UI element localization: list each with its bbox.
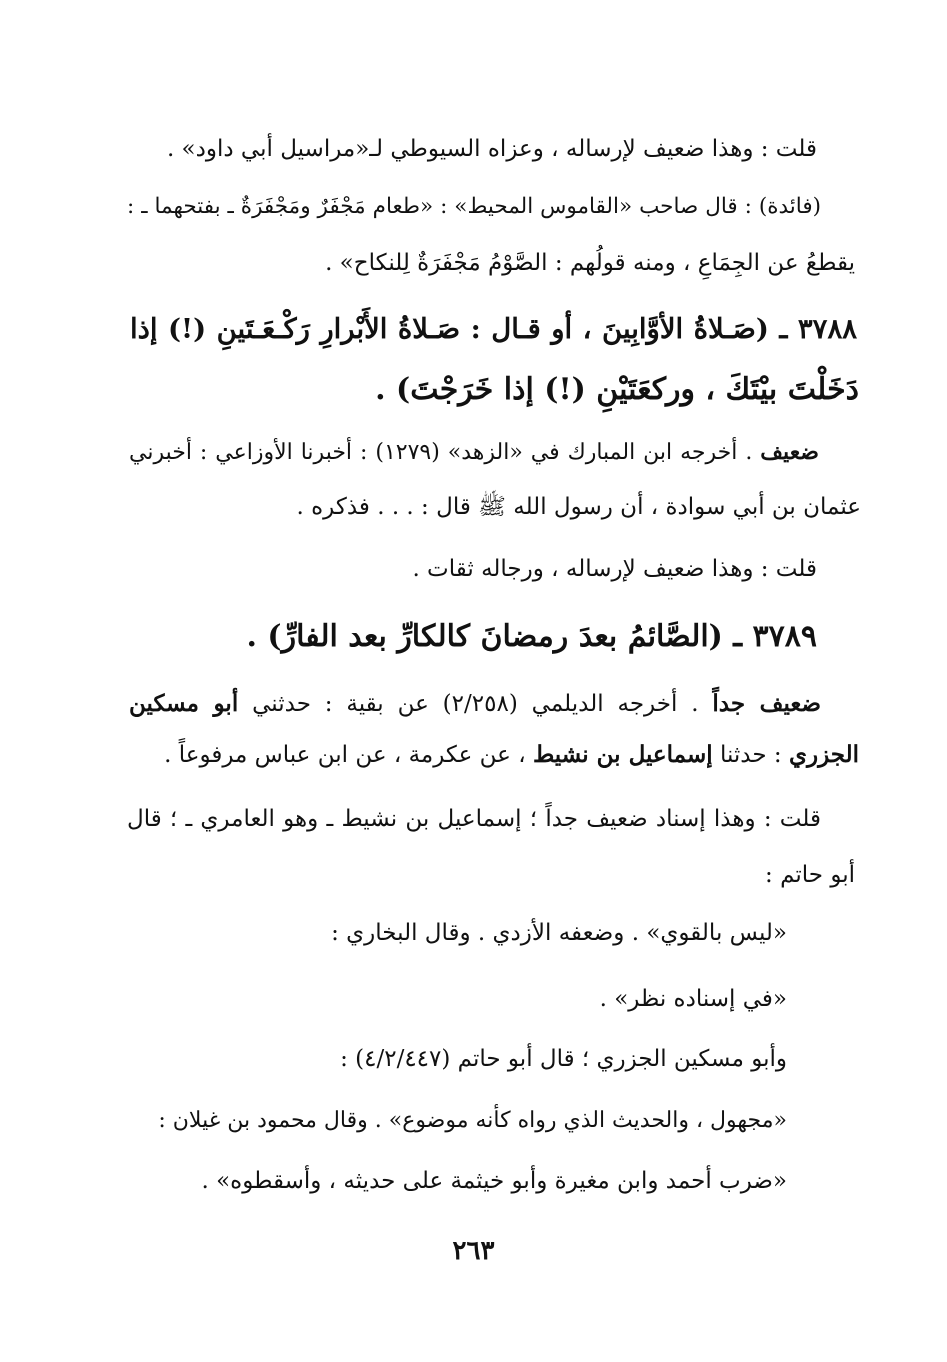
text: قلت : وهذا إسناد ضعيف جداً ؛ إسماعيل بن نشيط ـ وهو العامري ـ ؛ قال xyxy=(127,806,821,832)
text-line xyxy=(127,196,821,218)
text-line xyxy=(125,743,859,767)
text: يقطعُ عن الجِمَاعِ ، ومنه قولُهم : الصَّوْمُ مَجْفَرَةٌ لِلنكاح» . xyxy=(325,250,855,276)
text-line xyxy=(125,496,861,519)
text-line xyxy=(167,1048,787,1071)
hadith-heading xyxy=(130,313,857,345)
text-line xyxy=(129,692,821,716)
quote-line xyxy=(147,1110,787,1132)
narrator-name: الجزري xyxy=(788,741,859,768)
text: (فائدة) : قال صاحب «القاموس المحيط» : «طعام مَجْفَرٌ ومَجْفَرَةٌ ـ بفتحهما ـ : xyxy=(127,194,821,219)
text: عثمان بن أبي سوادة ، أن رسول الله ﷺ قال : . . . فذكره . xyxy=(296,494,861,520)
hadith-heading xyxy=(127,619,817,654)
text: . أخرجه ابن المبارك في «الزهد» (١٢٧٩) : أخبرنا الأوزاعي : أخبرني xyxy=(129,440,753,465)
quote-line xyxy=(167,988,787,1011)
quote-line xyxy=(167,922,787,945)
heading-text: دَخَلْتَ بيْتَكَ ، وركعَتَيْنِ (!) إذا خَرَجْتَ) . xyxy=(375,372,859,407)
text: ، عن عكرمة ، عن ابن عباس مرفوعاً . xyxy=(164,742,526,768)
heading-text: ٣٧٨٨ ـ (صَـلاةُ الأوَّابِينَ ، أو قـال : صَـلاةُ الأَبْرارِ رَكْـعَـتَينِ (!) إذا xyxy=(130,313,857,345)
text: : حدثنا xyxy=(719,742,782,768)
text: . أخرجه الديلمي (٢/٢٥٨) عن بقية : حدثني xyxy=(252,691,699,717)
narrator-name: أبو مسكين xyxy=(129,690,239,717)
grade-label: ضعيف xyxy=(760,439,819,465)
text-line xyxy=(127,808,821,831)
grade-label: ضعيف جداً xyxy=(712,690,822,717)
narrator-name: إسماعيل بن نشيط xyxy=(532,741,713,768)
page-number: ٢٦٣ xyxy=(452,1236,495,1266)
text: «ضرب أحمد وابن مغيرة وأبو خيثمة على حديثه ، وأسقطوه» . xyxy=(201,1168,787,1194)
quote-line xyxy=(147,1170,787,1193)
text: «مجهول ، والحديث الذي رواه كأنه موضوع» . وقال محمود بن غيلان : xyxy=(158,1108,787,1133)
text: قلت : وهذا ضعيف لإرساله ، ورجاله ثقات . xyxy=(412,556,817,582)
text-line xyxy=(127,558,817,581)
text: «في إسناده نظر» . xyxy=(599,986,787,1012)
heading-text: ٣٧٨٩ ـ (الصَّائمُ بعدَ رمضانَ كالكارِّ بعد الفارِّ) . xyxy=(246,619,817,654)
hadith-heading xyxy=(129,372,859,407)
text-line xyxy=(655,864,855,887)
text: قلت : وهذا ضعيف لإرساله ، وعزاه السيوطي لـ«مراسيل أبي داود» . xyxy=(166,136,817,162)
text: وأبو مسكين الجزري ؛ قال أبو حاتم (٤/٢/٤٤٧) : xyxy=(340,1046,787,1072)
text-line xyxy=(129,441,819,464)
text: «ليس بالقوي» . وضعفه الأزدي . وقال البخاري : xyxy=(331,920,787,946)
text: أبو حاتم : xyxy=(765,862,855,888)
text-line xyxy=(127,138,817,161)
text-line xyxy=(125,252,855,275)
